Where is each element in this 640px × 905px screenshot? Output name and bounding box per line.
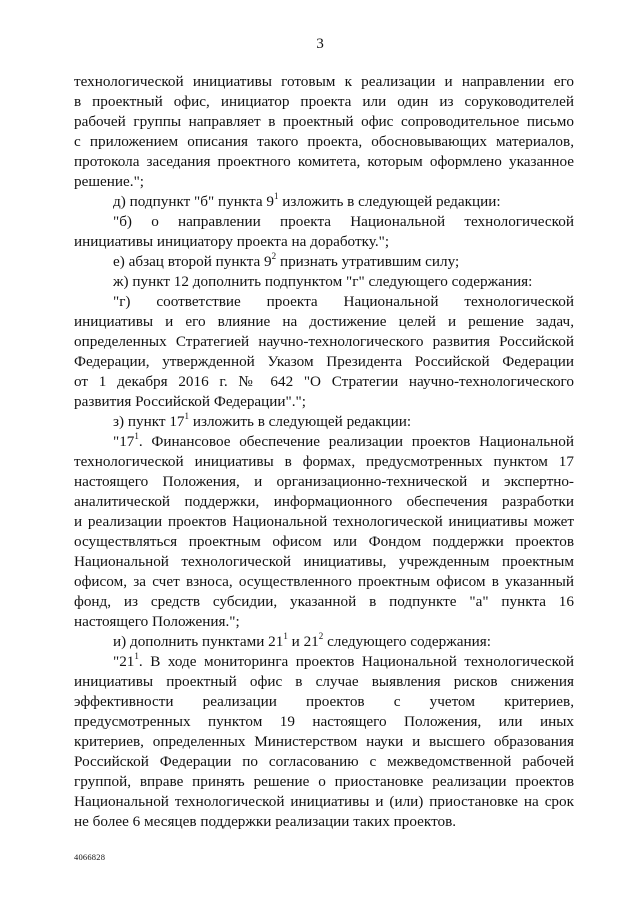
text-segment: и 21 [287,633,319,650]
text-segment: технологической инициативы в формах, предусмотренных пунктом 17 [74,453,574,470]
text-line [74,372,574,392]
superscript: 1 [134,650,139,661]
text-line [74,772,574,792]
superscript: 1 [134,430,139,441]
text-line [74,712,574,732]
text-segment: офисом, за счет взноса, осуществленного проектным офисом в указанный [74,573,574,590]
text-line [74,432,574,452]
text-segment: з) пункт 17 [113,413,185,430]
text-segment: "21 [113,653,135,670]
text-segment: признать утратившим силу; [276,253,460,270]
text-segment: осуществляться проектным офисом или Фондом поддержки проектов [74,533,574,550]
superscript: 1 [184,410,190,421]
text-line [74,252,574,272]
text-line [74,472,574,492]
text-segment: предусмотренных пунктом 19 настоящего Положения, или иных [74,713,574,730]
text-line [74,272,574,292]
text-segment: настоящего Положения."; [74,613,240,630]
text-line [74,552,574,572]
text-line [74,612,574,632]
text-segment: с приложением описания такого проекта, обосновывающих материалов, [74,133,574,150]
text-segment: Российской Федерации по согласованию с межведомственной рабочей [74,753,574,770]
text-segment: "17 [113,433,135,450]
superscript: 1 [283,630,288,641]
text-line [74,212,574,232]
text-line [74,672,574,692]
text-line [74,112,574,132]
text-segment: технологической инициативы готовым к реализации и направлении его [74,73,574,90]
text-line [74,332,574,352]
text-segment: от 1 декабря 2016 г. № 642 "О Стратегии научно-технологического [74,373,574,390]
text-segment: инициативы проектный офис в случае выявления рисков снижения [74,673,574,690]
text-segment: не более 6 месяцев поддержки реализации таких проектов. [74,813,457,830]
text-segment: протокола заседания проектного комитета, которым оформлено указанное [74,153,574,170]
text-line [74,172,574,192]
text-segment: изложить в следующей редакции: [189,413,412,430]
text-line [74,132,574,152]
text-line [74,632,574,652]
text-line [74,592,574,612]
text-line [74,452,574,472]
text-segment: аналитической поддержки, информационного обеспечения разработки [74,493,574,510]
text-line [74,792,574,812]
text-line [74,92,574,112]
text-line [74,192,574,212]
text-segment: эффективности реализации проектов с учетом критериев, [74,693,574,710]
text-line [74,412,574,432]
text-line [74,292,574,312]
superscript: 2 [318,630,324,641]
superscript: 1 [273,190,279,201]
text-line [74,652,574,672]
text-segment: инициативы инициатору проекта на доработку."; [74,233,390,250]
text-segment: и реализации проектов Национальной технологической инициативы может [74,513,574,530]
text-line [74,692,574,712]
text-segment: . Финансовое обеспечение реализации проектов Национальной [138,433,574,450]
text-segment: группой, вправе принять решение о приостановке реализации проектов [74,773,574,790]
text-segment: в проектный офис, инициатор проекта или один из соруководителей [74,93,574,110]
text-line [74,72,574,92]
text-line [74,492,574,512]
text-line [74,512,574,532]
text-segment: Национальной технологической инициативы и (или) приостановке на срок [74,793,574,810]
text-line [74,812,574,832]
text-line [74,312,574,332]
text-segment: ж) пункт 12 дополнить подпунктом "г" следующего содержания: [113,273,533,290]
text-segment: настоящего Положения, и организационно-технической и экспертно- [74,473,574,490]
text-segment: развития Российской Федерации"."; [74,393,306,410]
text-segment: критериев, определенных Министерством науки и высшего образования [74,733,574,750]
text-line [74,752,574,772]
text-segment: "г) соответствие проекта Национальной технологической [113,293,574,310]
text-segment: и) дополнить пунктами 21 [113,633,284,650]
text-segment: д) подпункт "б" пункта 9 [113,193,274,210]
text-segment: Федерации, утвержденной Указом Президента Российской Федерации [74,353,574,370]
text-segment: следующего содержания: [323,633,491,650]
page-number: 3 [316,35,324,52]
text-line [74,732,574,752]
text-segment: инициативы и его влияние на достижение целей и решение задач, [74,313,574,330]
superscript: 2 [271,250,277,261]
text-segment: е) абзац второй пункта 9 [113,253,272,270]
text-line [74,352,574,372]
text-line [74,152,574,172]
text-segment: решение."; [74,173,144,190]
text-segment: определенных Стратегией научно-технологического развития Российской [74,333,574,350]
text-segment: рабочей группы направляет в проектный офис сопроводительное письмо [74,113,574,130]
document-code: 4066828 [74,852,106,862]
text-line [74,392,574,412]
text-segment: . В ходе мониторинга проектов Национальной технологической [138,653,574,670]
text-segment: Национальной технологической инициативы, учрежденным проектным [74,553,574,570]
text-segment: "б) о направлении проекта Национальной технологической [113,213,574,230]
text-line [74,532,574,552]
text-segment: фонд, из средств субсидии, указанной в подпункте "а" пункта 16 [74,593,574,610]
text-line [74,572,574,592]
text-line [74,232,574,252]
document-body [74,72,574,832]
text-segment: изложить в следующей редакции: [278,193,501,210]
